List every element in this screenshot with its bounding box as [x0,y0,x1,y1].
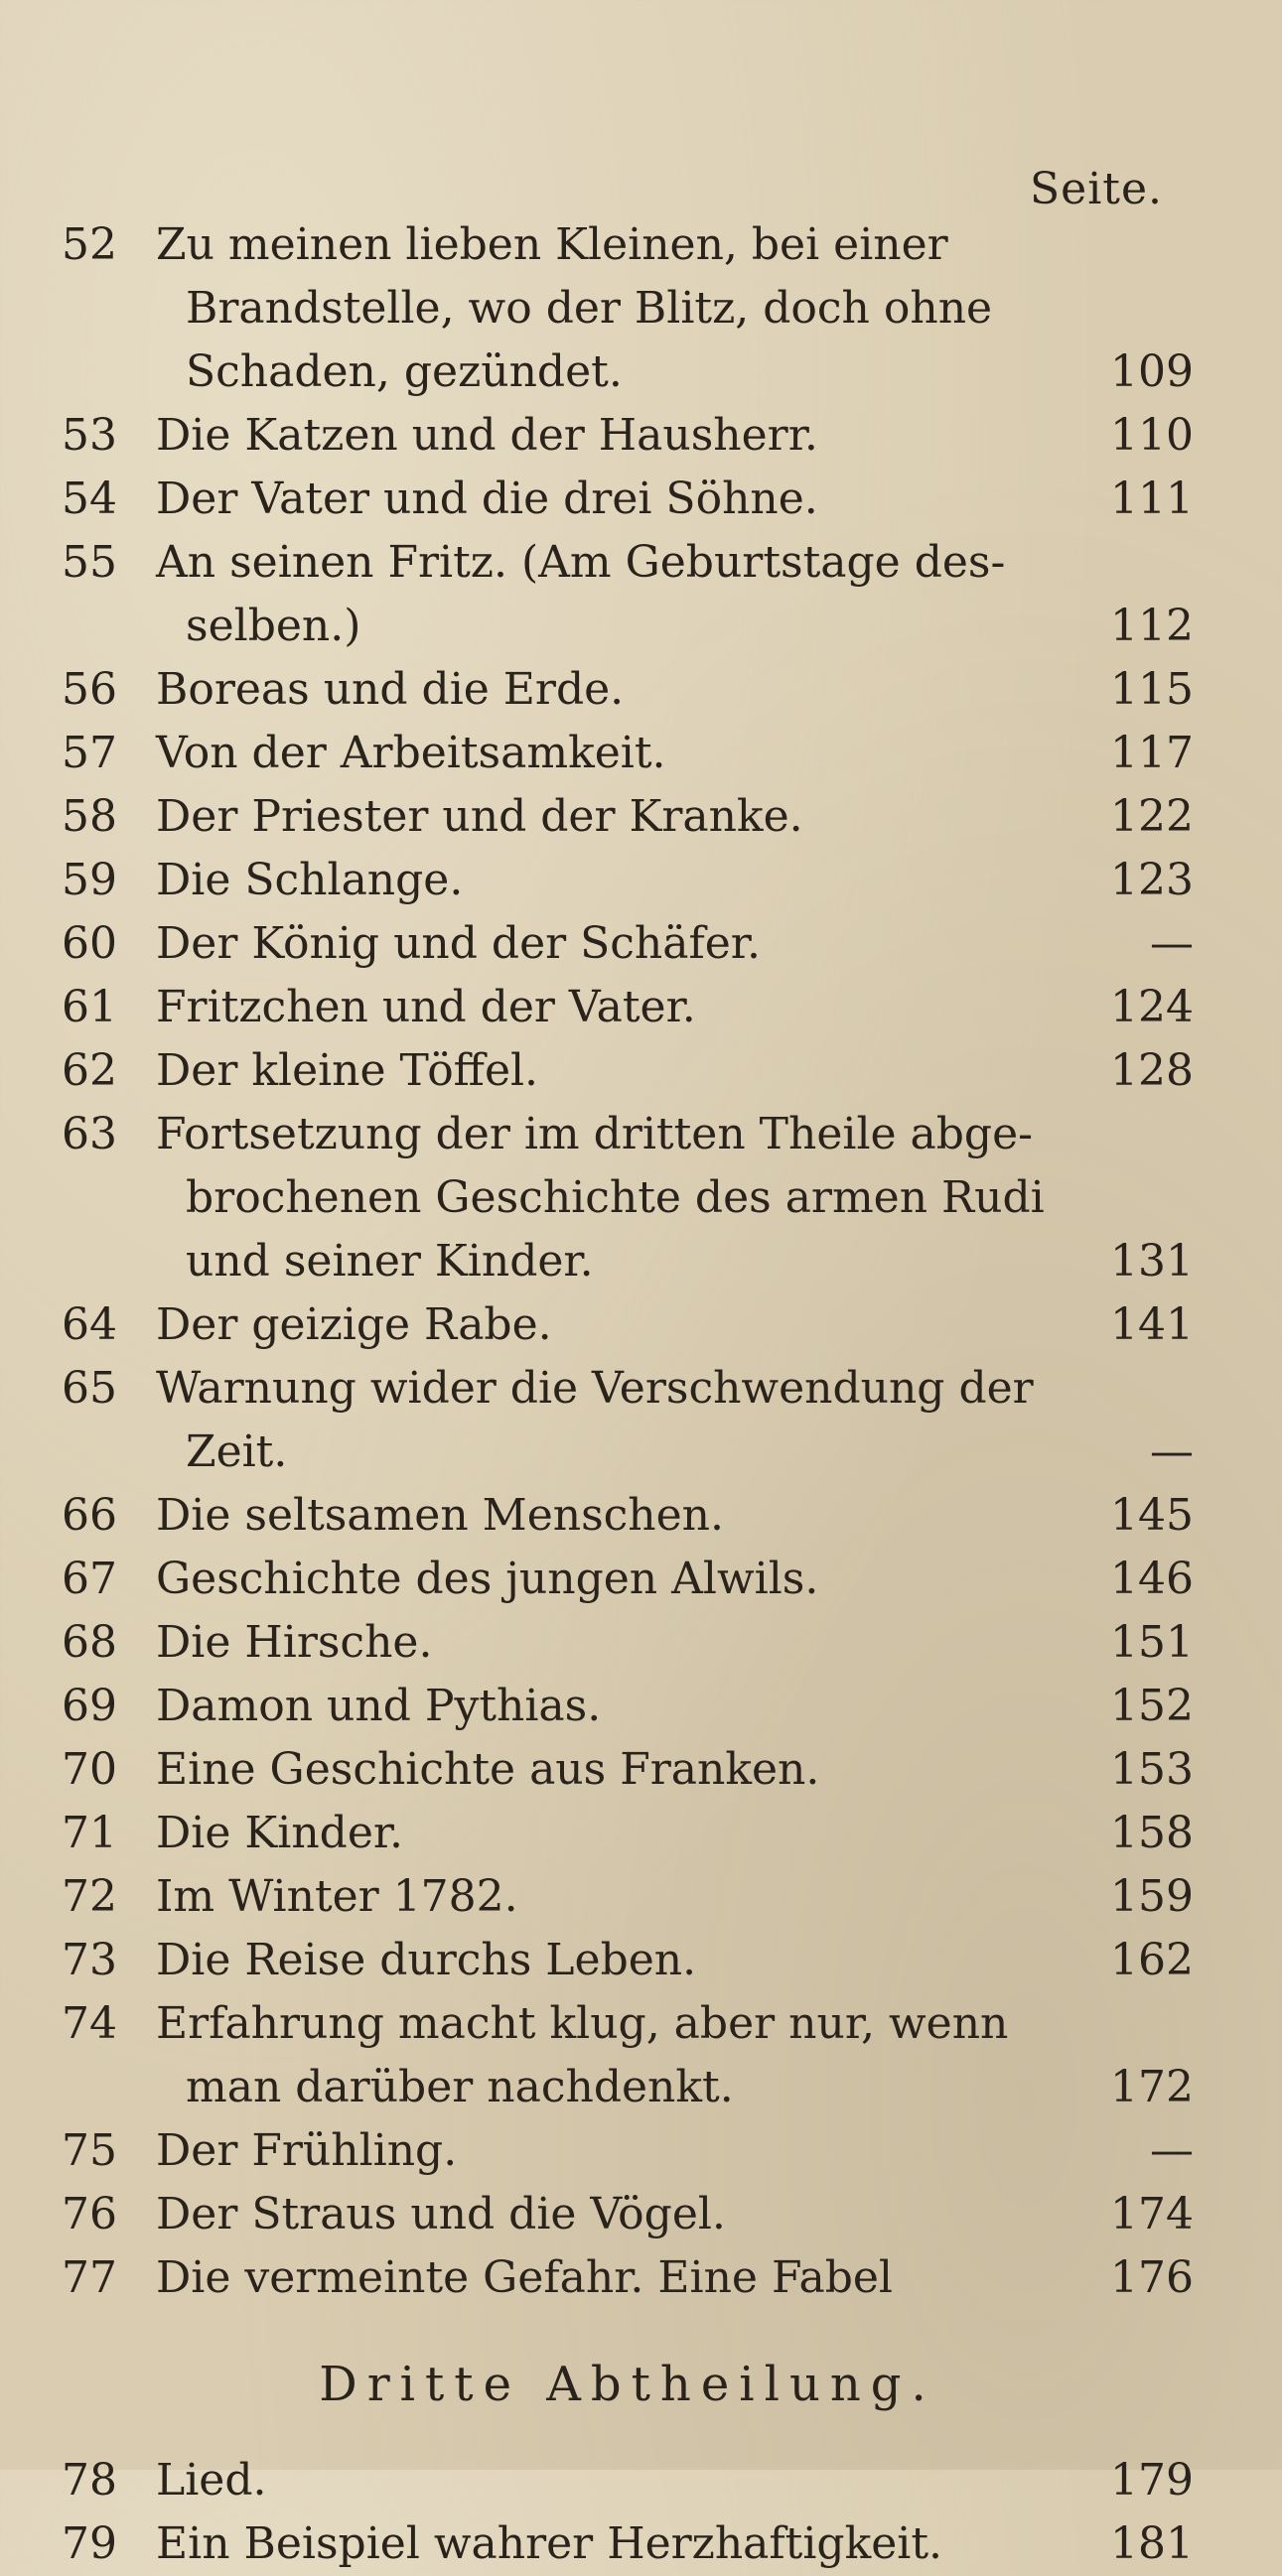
toc-entry [62,2246,1194,2310]
entry-number: 56 [62,664,117,715]
toc-line [62,1293,1194,1357]
toc-line [62,1484,1194,1548]
entry-number: 54 [62,474,117,524]
entry-title: Die vermeinte Gefahr. Eine Fabel [156,2252,894,2303]
entry-title: Eine Geschichte aus Franken. [156,1744,820,1795]
entry-number: 60 [62,918,117,969]
entry-page-number: 174 [1110,2189,1194,2239]
toc-line [62,785,1194,849]
entry-page-number: 181 [1110,2518,1194,2569]
entry-title: Der König und der Schäfer. [156,918,761,969]
entry-title: Der Vater und die drei Söhne. [156,474,818,524]
entry-title: Schaden, gezündet. [186,346,623,397]
toc-line [62,1357,1194,1421]
entry-title: Der Straus und die Vögel. [156,2189,726,2239]
entry-number: 64 [62,1299,117,1350]
entry-number: 62 [62,1045,117,1096]
entry-page-number: 128 [1110,1045,1194,1096]
toc-entry [62,1929,1194,1992]
entry-page-number: 145 [1110,1490,1194,1541]
toc-line [62,1865,1194,1929]
page-column-header: Seite. [1030,164,1163,214]
entry-title: Die Hirsche. [156,1617,433,1668]
toc-line [62,1929,1194,1992]
toc-entry [62,2183,1194,2246]
entry-page-number: 131 [1110,1236,1194,1287]
toc-entry [62,722,1194,785]
entry-title: und seiner Kinder. [186,1236,594,1287]
entry-page-number: 123 [1110,855,1194,905]
toc-entry [62,849,1194,912]
toc-entry [62,912,1194,976]
entry-page-number: 172 [1110,2062,1194,2112]
toc-line [62,531,1194,595]
entry-title: Zeit. [186,1426,288,1477]
entry-number: 66 [62,1490,117,1541]
entry-page-number: 153 [1110,1744,1194,1795]
entry-page-number: 124 [1110,982,1194,1032]
entry-number: 57 [62,728,117,778]
entry-number: 71 [62,1808,117,1858]
toc-line [62,595,1194,658]
entry-number: 53 [62,410,117,461]
toc-line [62,2512,1194,2576]
entry-page-number: 179 [1110,2455,1194,2506]
entry-title: Fortsetzung der im dritten Theile abge- [156,1109,1034,1159]
toc-entry [62,1802,1194,1865]
toc-entry [62,1992,1194,2119]
toc-line [62,1802,1194,1865]
entry-title: Lied. [156,2455,267,2506]
entry-page-number: 110 [1110,410,1194,461]
entry-number: 67 [62,1554,117,1604]
toc-entry [62,785,1194,849]
entry-title: Damon und Pythias. [156,1681,602,1731]
toc-line [62,2449,1194,2512]
toc-entry [62,2119,1194,2183]
toc-line [62,976,1194,1039]
entry-title: Warnung wider die Verschwendung der [156,1363,1034,1414]
toc-entry [62,1865,1194,1929]
toc-line [62,722,1194,785]
entry-title: Der Frühling. [156,2125,458,2176]
toc-entry [62,1357,1194,1484]
entry-title: An seinen Fritz. (Am Geburtstage des- [156,537,1006,588]
entry-number: 74 [62,1998,117,2049]
entry-number: 52 [62,219,117,270]
entry-page-number: — [1150,2125,1194,2176]
entry-title: Der geizige Rabe. [156,1299,552,1350]
toc-entry [62,2449,1194,2512]
entry-page-number: 159 [1110,1871,1194,1922]
entry-page-number: 158 [1110,1808,1194,1858]
toc-line [62,1992,1194,2056]
entry-page-number: 176 [1110,2252,1194,2303]
table-of-contents [62,213,1194,2576]
toc-line [62,404,1194,468]
entry-title: man darüber nachdenkt. [186,2062,734,2112]
entry-number: 65 [62,1363,117,1414]
toc-line [62,1548,1194,1611]
toc-line [62,849,1194,912]
toc-line [62,1166,1194,1230]
toc-line [62,1039,1194,1103]
toc-line [62,912,1194,976]
toc-entry [62,658,1194,722]
entry-number: 75 [62,2125,117,2176]
entry-title: brochenen Geschichte des armen Rudi [186,1172,1045,1223]
entry-title: Die Kinder. [156,1808,404,1858]
toc-entry [62,468,1194,531]
entry-number: 58 [62,791,117,842]
toc-entry [62,404,1194,468]
toc-line [62,2246,1194,2310]
entry-page-number: — [1150,918,1194,969]
toc-line [62,658,1194,722]
toc-entry [62,1039,1194,1103]
entry-number: 61 [62,982,117,1032]
entry-title: Der kleine Töffel. [156,1045,539,1096]
section-heading: Dritte Abtheilung. [319,2357,936,2412]
entry-number: 79 [62,2518,117,2569]
entry-title: Brandstelle, wo der Blitz, doch ohne [186,283,993,334]
entry-title: Von der Arbeitsamkeit. [156,728,666,778]
toc-entry [62,1611,1194,1675]
toc-entry [62,1675,1194,1738]
toc-line [62,1230,1194,1293]
entry-title: Ein Beispiel wahrer Herzhaftigkeit. [156,2518,943,2569]
entry-page-number: 151 [1110,1617,1194,1668]
toc-line [62,277,1194,340]
toc-entry [62,2512,1194,2576]
toc-line [62,1421,1194,1484]
entry-title: Erfahrung macht klug, aber nur, wenn [156,1998,1009,2049]
entry-title: Zu meinen lieben Kleinen, bei einer [156,219,948,270]
entry-number: 63 [62,1109,117,1159]
entry-title: selben.) [186,601,361,651]
toc-line [62,2119,1194,2183]
entry-page-number: 122 [1110,791,1194,842]
entry-title: Geschichte des jungen Alwils. [156,1554,819,1604]
entry-title: Die Schlange. [156,855,464,905]
toc-line [62,1103,1194,1166]
entry-title: Die Katzen und der Hausherr. [156,410,818,461]
toc-entry [62,1293,1194,1357]
entry-number: 72 [62,1871,117,1922]
entry-page-number: 152 [1110,1681,1194,1731]
toc-line [62,1675,1194,1738]
toc-entry [62,213,1194,404]
entry-number: 70 [62,1744,117,1795]
entry-title: Im Winter 1782. [156,1871,518,1922]
toc-entry [62,1484,1194,1548]
toc-line [62,468,1194,531]
entry-number: 68 [62,1617,117,1668]
entry-page-number: — [1150,1426,1194,1477]
entry-page-number: 109 [1110,346,1194,397]
entry-page-number: 111 [1110,474,1194,524]
entry-number: 73 [62,1935,117,1985]
entry-page-number: 141 [1110,1299,1194,1350]
entry-number: 69 [62,1681,117,1731]
toc-line [62,1611,1194,1675]
toc-entry [62,976,1194,1039]
entry-page-number: 146 [1110,1554,1194,1604]
toc-line [62,2056,1194,2119]
entry-title: Der Priester und der Kranke. [156,791,803,842]
entry-number: 59 [62,855,117,905]
toc-line [62,213,1194,277]
entry-number: 76 [62,2189,117,2239]
entry-number: 78 [62,2455,117,2506]
toc-entry [62,531,1194,658]
toc-line [62,340,1194,404]
entry-number: 77 [62,2252,117,2303]
entry-page-number: 115 [1110,664,1194,715]
toc-entry [62,1548,1194,1611]
toc-entry [62,1738,1194,1802]
toc-line [62,1738,1194,1802]
entry-page-number: 117 [1110,728,1194,778]
entry-page-number: 162 [1110,1935,1194,1985]
entry-title: Fritzchen und der Vater. [156,982,696,1032]
entry-title: Die Reise durchs Leben. [156,1935,697,1985]
toc-line [62,2183,1194,2246]
entry-title: Die seltsamen Menschen. [156,1490,724,1541]
entry-title: Boreas und die Erde. [156,664,625,715]
entry-page-number: 112 [1110,601,1194,651]
toc-entry [62,1103,1194,1293]
entry-number: 55 [62,537,117,588]
